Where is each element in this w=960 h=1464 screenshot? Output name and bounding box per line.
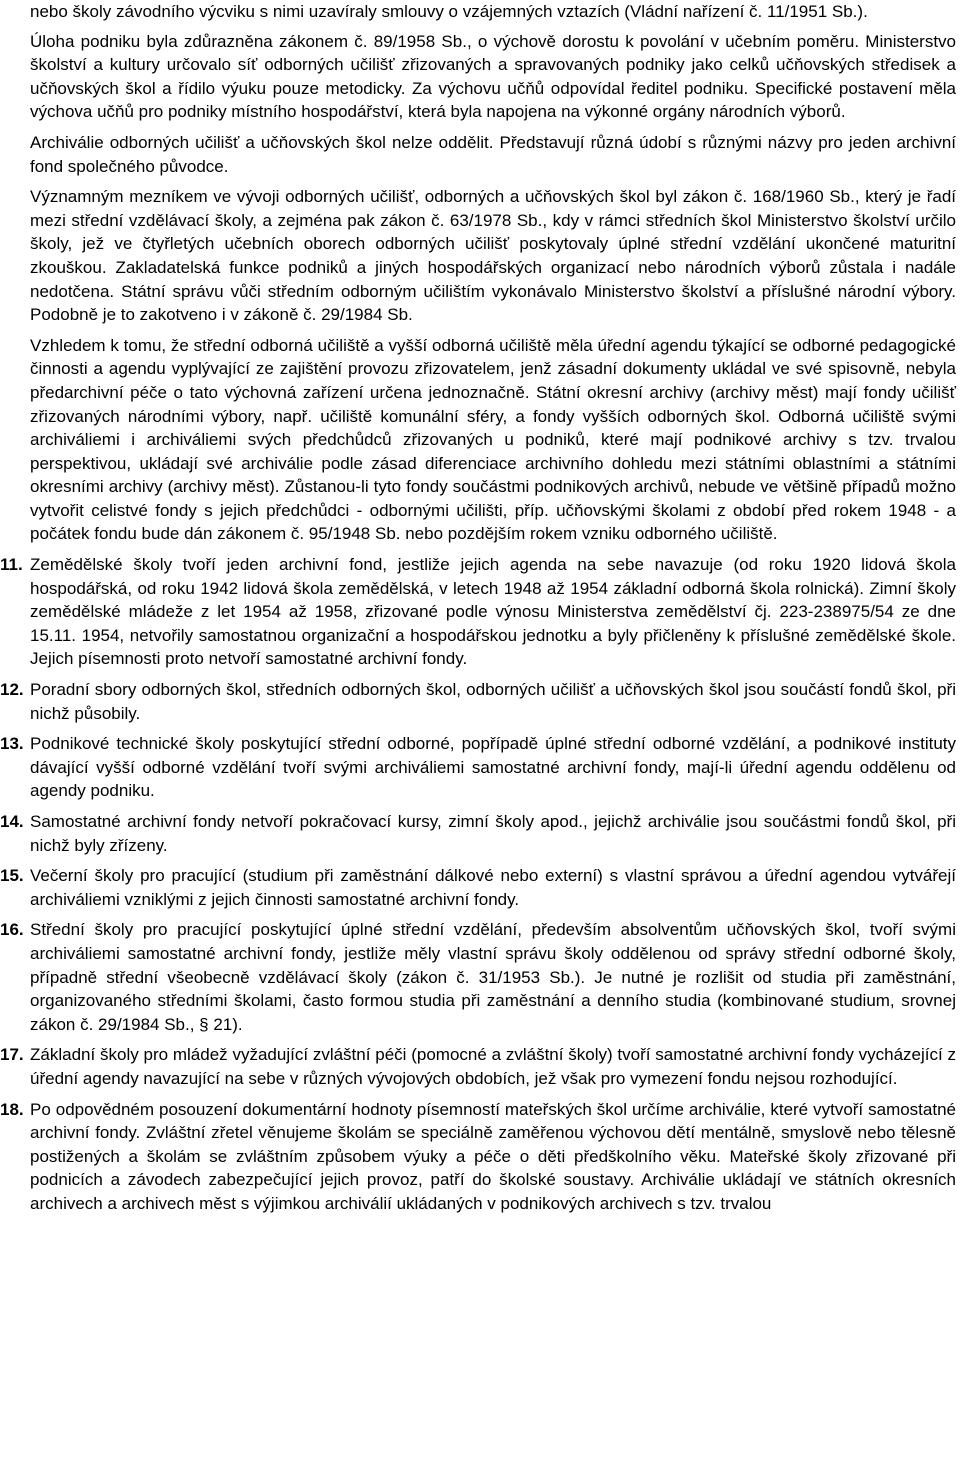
- list-item: [0, 918, 956, 1036]
- paragraph-continuation: nebo školy závodního výcviku s nimi uzavíraly smlouvy o vzájemných vztazích (Vládní nařízení č. 11/1951 Sb.).: [30, 2, 868, 21]
- paragraph-enterprise-role: Úloha podniku byla zdůrazněna zákonem č. 89/1958 Sb., o výchově dorostu k povolání v učebním poměru. Ministerstvo školství a kultury určovalo síť odborných učilišť zřizovaných a spravovaných podniky jako celků učňovských středisek a učňovských škol a řídilo výuku pouze metodicky. Za výchovu učňů odpovídal ředitel podniku. Specifické postavení měla výchova učňů pro podniky místního hospodářství, která byla napojena na výkonné orgány národních výborů.: [30, 31, 956, 122]
- item-number: 16.: [0, 920, 24, 940]
- paragraph-archive-care: Vzhledem k tomu, že střední odborná učiliště a vyšší odborná učiliště měla úřední agendu týkající se odborné pedagogické činnosti a agendu vyplývající ze zajištění provozu zřizovatelem, jenž zásadní dokumenty ukládal ve své spisovně, nebyla předarchivní péče o tato výchovná zařízení určena jednoznačně. Státní okresní archivy (archivy měst) mají fondy učilišť zřizovaných národními výbory, např. učiliště komunální sféry, a fondy vyšších odborných škol. Odborná učiliště svými archiváliemi i archiváliemi svých předchůdců zřizovaných u podniků, které mají podnikové archivy s tzv. trvalou perspektivou, ukládají své archiválie podle zásad diferenciace archivního dohledu mezi státními oblastními a státními okresními archivy (archivy měst). Zůstanou-li tyto fondy součástmi podnikových archivů, nebude ve většině případů možno vytvořit celistvé fondy s jejich předchůdci - odbornými učilišti, příp. učňovskými školami z období před rokem 1948 - a počátek fondu bude dán zákonem č. 95/1948 Sb. nebo pozdějším rokem vzniku odborného učiliště.: [30, 335, 956, 544]
- list-item: [0, 810, 956, 857]
- item-text: Střední školy pro pracující poskytující úplné střední vzdělání, především absolventům učňovských škol, tvoří svými archiváliemi samostatné archivní fondy, jestliže měly vlastní správu školy oddělenou od správy střední odborné školy, případně střední všeobecně vzdělávací školy (zákon č. 31/1953 Sb.). Je nutné je rozlišit od studia při zaměstnání, organizovaného středními školami, často formou studia při zaměstnání a denního studia (kombinované studium, srovnej zákon č. 29/1984 Sb., § 21).: [30, 920, 956, 1034]
- list-item: [0, 1043, 956, 1090]
- item-text: Podnikové technické školy poskytující střední odborné, popřípadě úplné střední odborné vzdělání, a podnikové instituty dávající vyšší odborné vzdělání tvoří svými archiváliemi samostatné archivní fondy, mají-li úřední agendu oddělenu od agendy podniku.: [30, 734, 956, 801]
- paragraph-milestone-law: Významným mezníkem ve vývoji odborných učilišť, odborných a učňovských škol byl zákon č. 168/1960 Sb., který je řadí mezi střední vzdělávací školy, a zejména pak zákon č. 63/1978 Sb., kdy v rámci středních škol Ministerstvo školství určilo školy, jež ve čtyřletých učebních oborech odborných učilišť poskytovaly úplné střední vzdělání ukončené maturitní zkouškou. Zakladatelská funkce podniků a jiných hospodářských organizací nebo národních výborů zůstala i nadále nedotčena. Státní správu vůči středním odborným učilištím vykonávalo Ministerstvo školství a příslušné národní výbory. Podobně je to zakotveno i v zákoně č. 29/1984 Sb.: [30, 187, 956, 325]
- list-item: [0, 678, 956, 725]
- item-text: Poradní sbory odborných škol, středních odborných škol, odborných učilišť a učňovských škol jsou součástí fondů škol, při nichž působily.: [30, 680, 956, 723]
- item-number: 17.: [0, 1045, 24, 1065]
- list-item: [0, 553, 956, 671]
- list-item: [0, 732, 956, 803]
- item-number: 11.: [0, 555, 23, 575]
- item-text: Po odpovědném posouzení dokumentární hodnoty písemností mateřských škol určíme archiválie, které vytvoří samostatné archivní fondy. Zvláštní zřetel věnujeme školám se speciálně zaměřenou výchovou dětí mentálně, smyslově nebo tělesně postižených a školám se zvláštním způsobem výuky a péče o děti předškolního věku. Mateřské školy zřizované při podnicích a závodech zabezpečující jejich provoz, patří do školské soustavy. Archiválie ukládají ve státních okresních archivech a archivech měst s výjimkou archiválií ukládaných v podnikových archivech s tzv. trvalou: [30, 1099, 956, 1213]
- item-number: 18.: [0, 1099, 24, 1119]
- item-number: 14.: [0, 812, 24, 831]
- item-text: Samostatné archivní fondy netvoří pokračovací kursy, zimní školy apod., jejichž archiválie jsou součástmi fondů škol, při nichž byly zřízeny.: [30, 812, 956, 855]
- item-number: 15.: [0, 866, 24, 886]
- item-number: 12.: [0, 680, 24, 700]
- item-text: Základní školy pro mládež vyžadující zvláštní péči (pomocné a zvláštní školy) tvoří samostatné archivní fondy vycházející z úřední agendy navazující na sebe v různých vývojových obdobích, jež však pro vymezení fondu nejsou rozhodující.: [30, 1045, 956, 1088]
- list-item: [0, 1098, 956, 1216]
- list-item: [0, 864, 956, 911]
- paragraph-archives: Archiválie odborných učilišť a učňovských škol nelze oddělit. Představují různá údobí s různými názvy pro jeden archivní fond společného původce.: [30, 132, 956, 176]
- item-text: Večerní školy pro pracující (studium při zaměstnání dálkové nebo externí) s vlastní správou a úřední agendou vytvářejí archiváliemi vzniklými z jejich činnosti samostatné archivní fondy.: [30, 866, 956, 909]
- item-text: Zemědělské školy tvoří jeden archivní fond, jestliže jejich agenda na sebe navazuje (od roku 1920 lidová škola hospodářská, od roku 1942 lidová škola zemědělská, v letech 1948 až 1954 základní odborná škola rolnická). Zimní školy zemědělské mládeže z let 1954 až 1958, zřizované podle výnosu Ministerstva zemědělství čj. 223-238975/54 ze dne 15.11. 1954, netvořily samostatnou organizační a hospodářskou jednotku a byly přičleněny k příslušné zemědělské škole. Jejich písemnosti proto netvoří samostatné archivní fondy.: [30, 555, 956, 669]
- item-number: 13.: [0, 734, 24, 754]
